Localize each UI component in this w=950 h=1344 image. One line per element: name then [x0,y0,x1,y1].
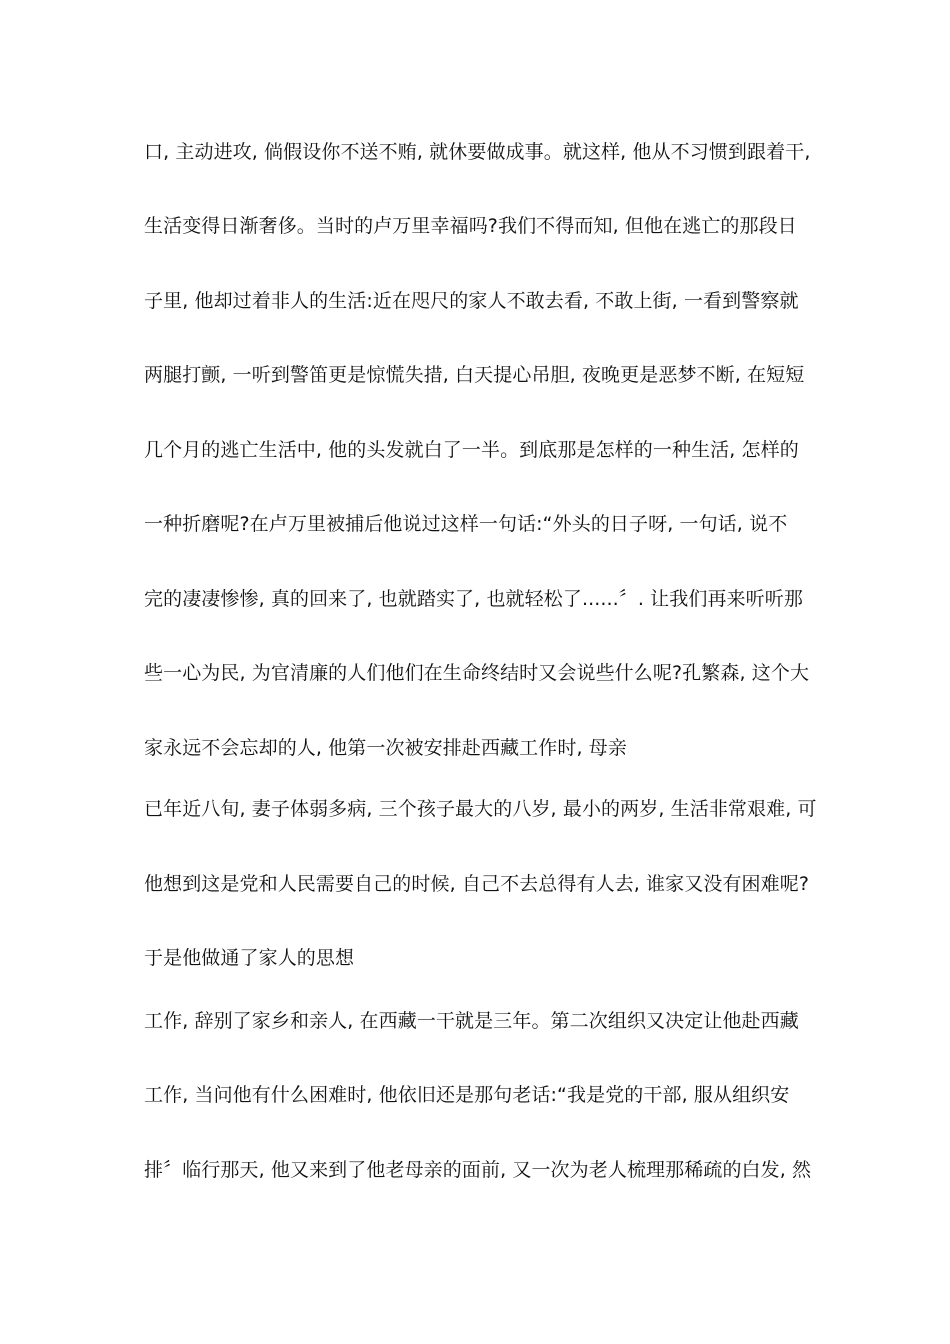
text-line: 家永远不会忘却的人, 他第一次被安排赴西藏工作时, 母亲 [144,737,627,759]
text-line: 工作, 当问他有什么困难时, 他依旧还是那句老话:“我是党的干部, 服从组织安 [144,1084,790,1106]
text-line: 两腿打颤, 一听到警笛更是惊慌失措, 白天提心吊胆, 夜晚更是恶梦不断, 在短短 [144,364,805,386]
text-line: 几个月的逃亡生活中, 他的头发就白了一半。到底那是怎样的一种生活, 怎样的 [144,439,799,461]
text-line: 他想到这是党和人民需要自己的时候, 自己不去总得有人去, 谁家又没有困难呢? [144,873,810,895]
text-line: 一种折磨呢?在卢万里被捕后他说过这样一句话:“外头的日子呀, 一句话, 说不 [144,513,788,535]
text-line: 子里, 他却过着非人的生活:近在咫尺的家人不敢去看, 不敢上街, 一看到警察就 [144,290,799,312]
text-line: 工作, 辞别了家乡和亲人, 在西藏一干就是三年。第二次组织又决定让他赴西藏 [144,1010,799,1032]
text-line: 些一心为民, 为官清廉的人们他们在生命终结时又会说些什么呢?孔繁森, 这个大 [144,662,810,684]
text-line: 排〞临行那天, 他又来到了他老母亲的面前, 又一次为老人梳理那稀疏的白发, 然 [144,1159,812,1181]
text-line: 完的凄凄惨惨, 真的回来了, 也就踏实了, 也就轻松了......〞. 让我们再来听听那 [144,588,803,610]
text-line: 已年近八旬, 妻子体弱多病, 三个孩子最大的八岁, 最小的两岁, 生活非常艰难, 可 [144,798,817,820]
text-line: 生活变得日渐奢侈。当时的卢万里幸福吗?我们不得而知, 但他在逃亡的那段日 [144,215,797,237]
text-line: 口, 主动进攻, 倘假设你不送不贿, 就休要做成事。就这样, 他从不习惯到跟着干, [144,141,811,163]
text-line: 于是他做通了家人的思想 [144,947,355,969]
